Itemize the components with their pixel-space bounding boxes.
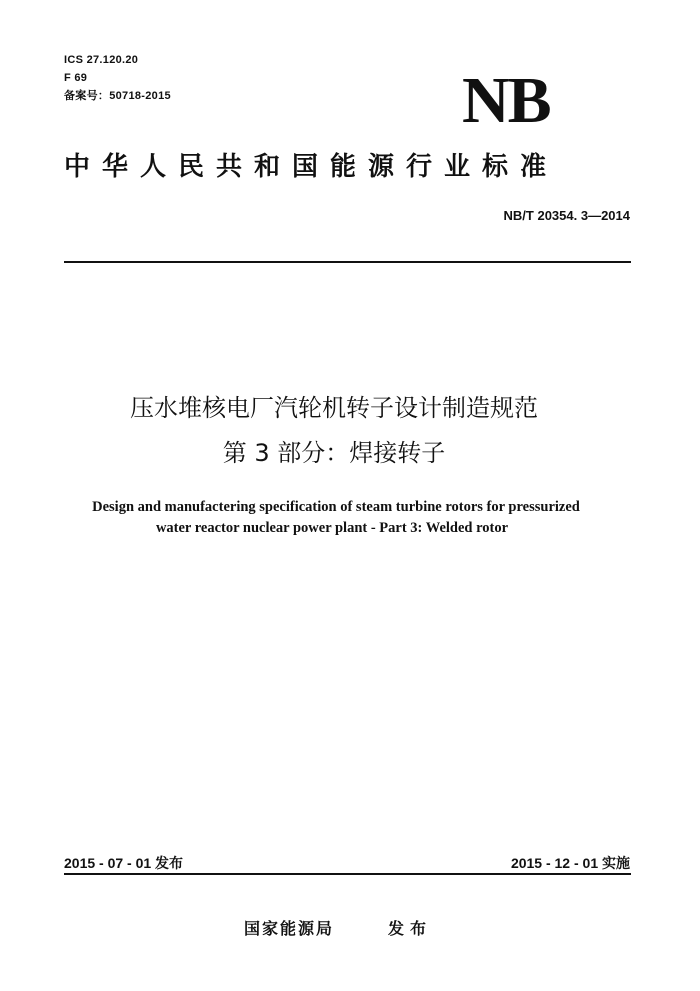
- filing-number: 备案号：50718-2015: [64, 90, 171, 102]
- title-english-line-2: water reactor nuclear power plant - Part 3: Welded rotor: [155, 520, 509, 536]
- publisher-name: 国家能源局: [244, 919, 335, 938]
- classification-code: F 69: [64, 72, 88, 84]
- nb-logo: NB: [462, 64, 550, 137]
- issue-date: 2015 - 07 - 01 发布: [64, 855, 184, 871]
- standard-category: 中华人民共和国能源行业标准: [64, 152, 559, 182]
- title-chinese-line-1: 压水堆核电厂汽轮机转子设计制造规范: [130, 394, 538, 422]
- title-chinese-line-2: 第 3 部分：焊接转子: [222, 439, 446, 467]
- footer-divider: [64, 873, 631, 875]
- ics-code: ICS 27.120.20: [64, 54, 139, 66]
- standard-number: NB/T 20354. 3—2014: [503, 208, 630, 223]
- title-english-line-1: Design and manufactering specification of steam turbine rotors for pressurized: [92, 499, 580, 515]
- publish-label: 发布: [388, 919, 433, 938]
- implementation-date: 2015 - 12 - 01 实施: [510, 855, 630, 871]
- header-divider: [64, 261, 631, 263]
